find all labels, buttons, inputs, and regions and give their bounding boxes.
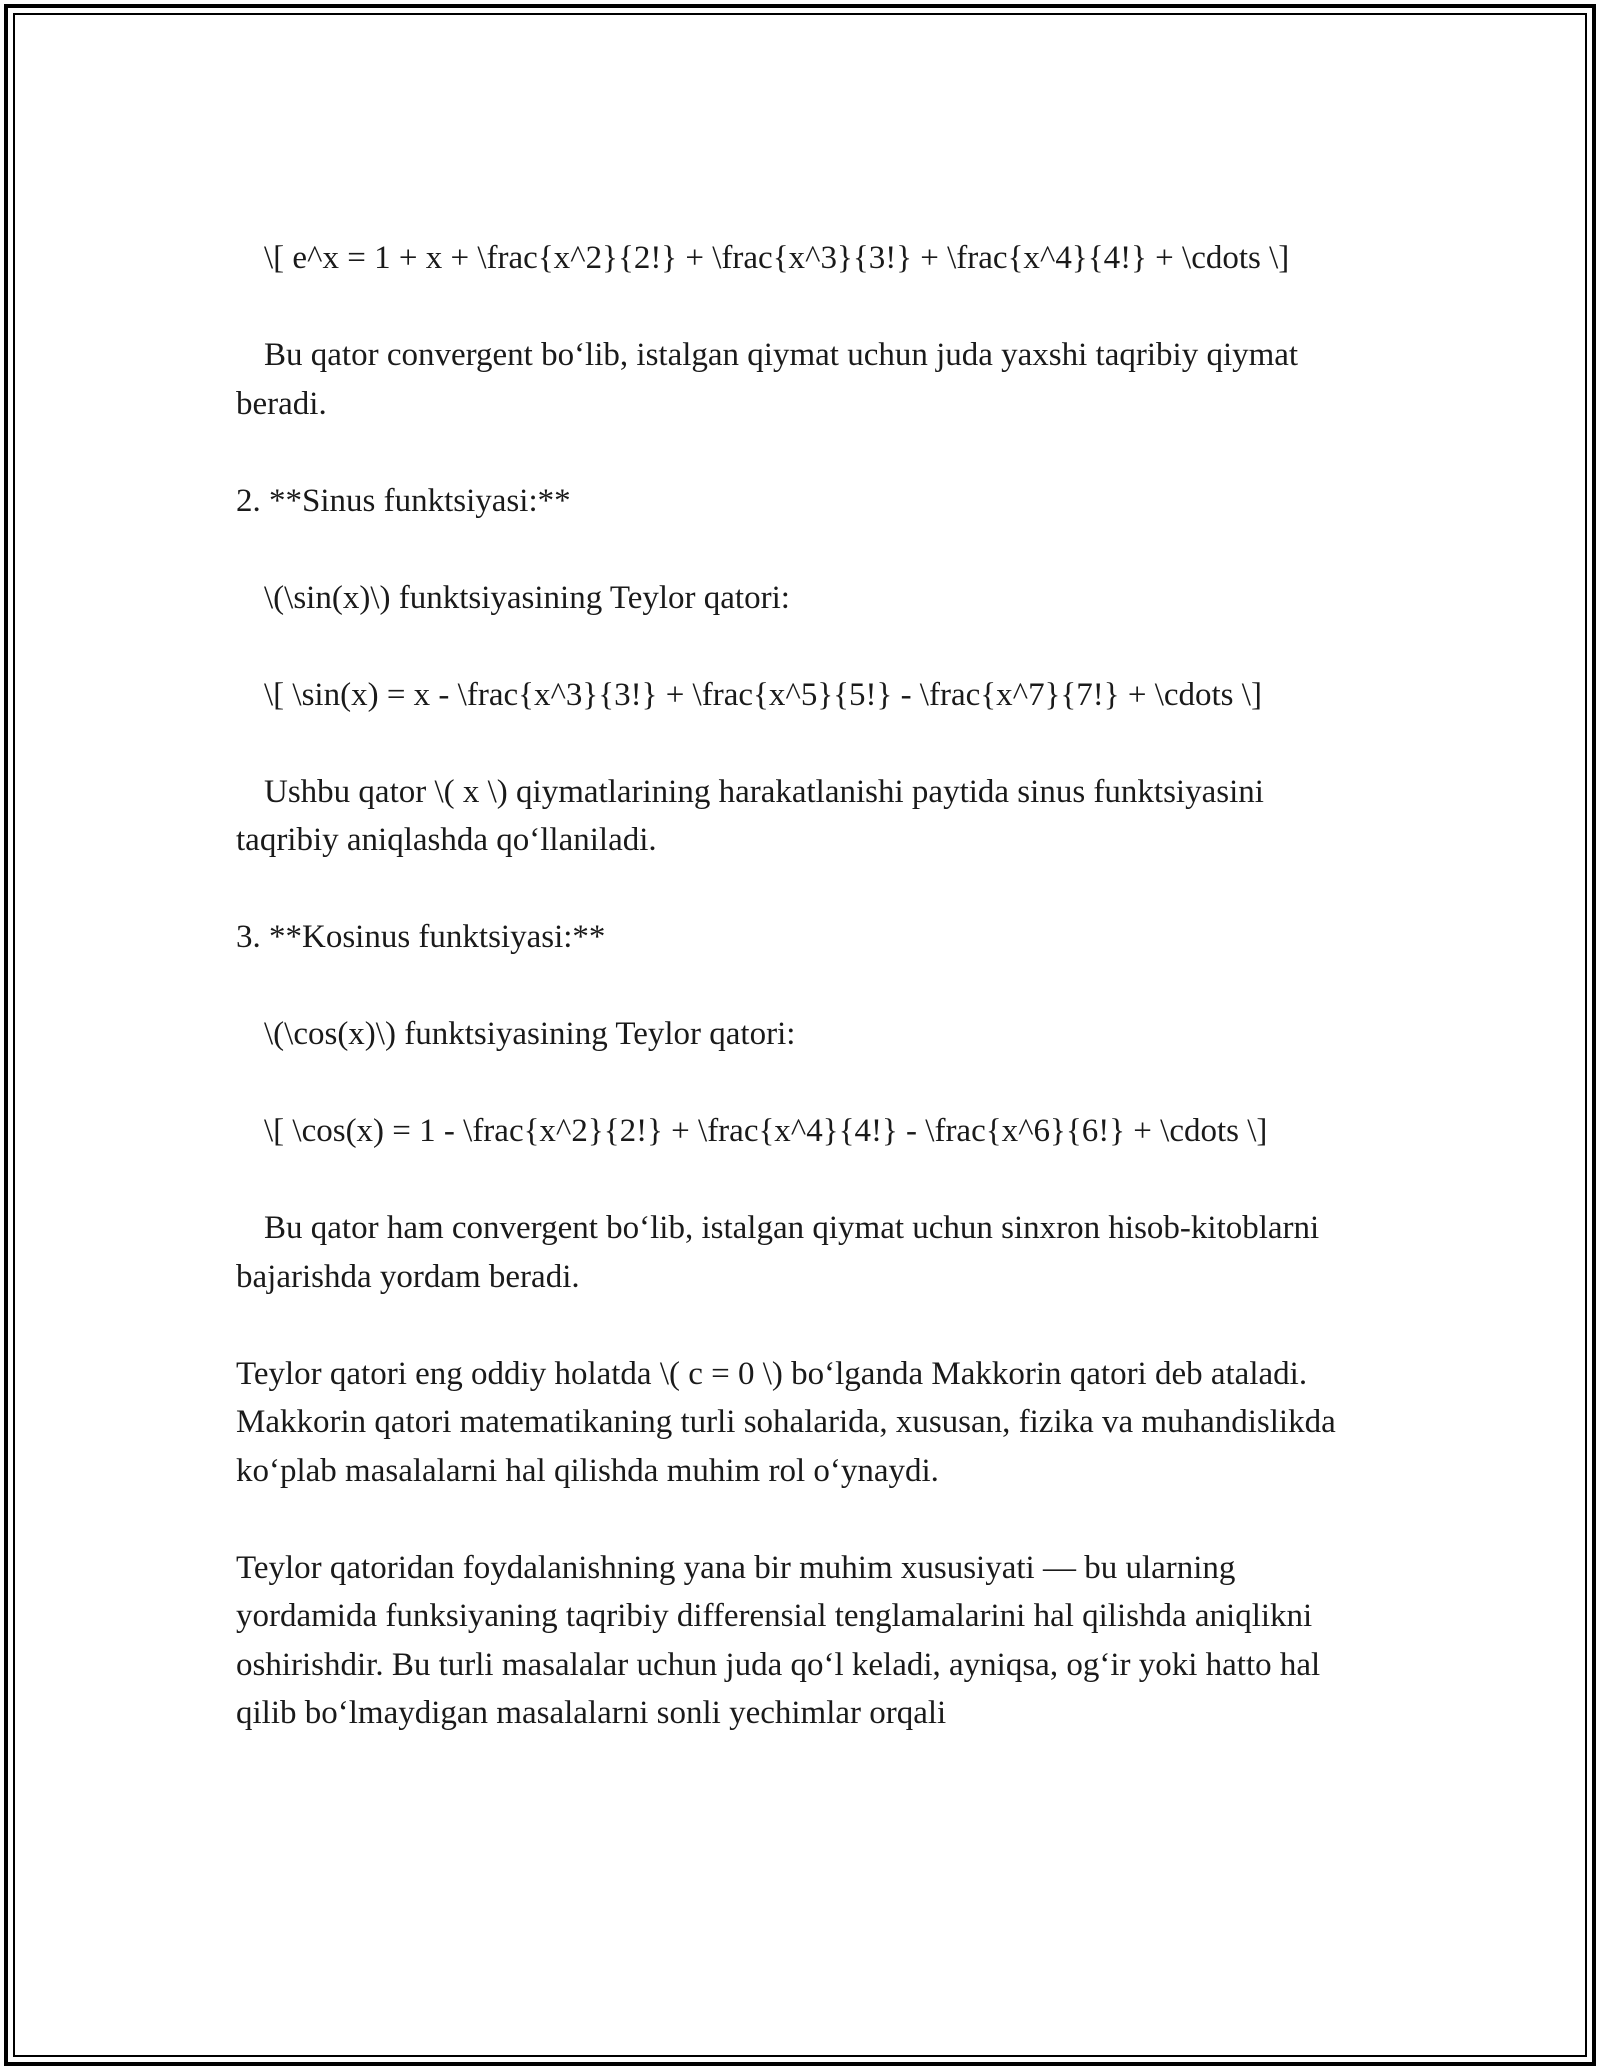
cos-note-paragraph: Bu qator ham convergent bo‘lib, istalgan qiymat uchun sinxron hisob-kitoblarni bajarishda yordam beradi.	[236, 1210, 1320, 1295]
sin-formula-paragraph: \[ \sin(x) = x - \frac{x^3}{3!} + \frac{x^5}{5!} - \frac{x^7}{7!} + \cdots \]	[264, 676, 1262, 713]
cos-formula-paragraph: \[ \cos(x) = 1 - \frac{x^2}{2!} + \frac{x^4}{4!} - \frac{x^6}{6!} + \cdots \]	[264, 1113, 1268, 1149]
usage-paragraph: Teylor qatoridan foydalanishning yana bir muhim xususiyati — bu ularning yordamida funksiyaning taqribiy differensial tenglamalarini hal qilishda aniqlikni oshirishdir. Bu turli masalalar uchun juda qo‘l keladi, ayniqsa, og‘ir yoki hatto hal qilib bo‘lmaydigan masalalarni sonli yechimlar orqali	[236, 1549, 1321, 1731]
document-body	[236, 234, 1356, 1786]
cos-heading: 3. **Kosinus funktsiyasi:**	[236, 919, 606, 955]
sin-intro-paragraph: \(\sin(x)\) funktsiyasining Teylor qatori:	[264, 579, 790, 616]
sin-heading: 2. **Sinus funktsiyasi:**	[236, 482, 571, 519]
cos-intro-paragraph: \(\cos(x)\) funktsiyasining Teylor qatori:	[264, 1016, 796, 1052]
exp-note-paragraph: Bu qator convergent bo‘lib, istalgan qiymat uchun juda yaxshi taqribiy qiymat beradi.	[236, 337, 1299, 422]
exp-formula-paragraph: \[ e^x = 1 + x + \frac{x^2}{2!} + \frac{x^3}{3!} + \frac{x^4}{4!} + \cdots \]	[264, 240, 1290, 276]
sin-note-paragraph: Ushbu qator \( x \) qiymatlarining harakatlanishi paytida sinus funktsiyasini taqribiy aniqlashda qo‘llaniladi.	[236, 773, 1264, 858]
maclaurin-paragraph: Teylor qatori eng oddiy holatda \( c = 0 \) bo‘lganda Makkorin qatori deb ataladi. Makkorin qatori matematikaning turli sohalarida, xususan, fizika va muhandislikda ko‘plab masalalarni hal qilishda muhim rol o‘ynaydi.	[236, 1355, 1336, 1489]
